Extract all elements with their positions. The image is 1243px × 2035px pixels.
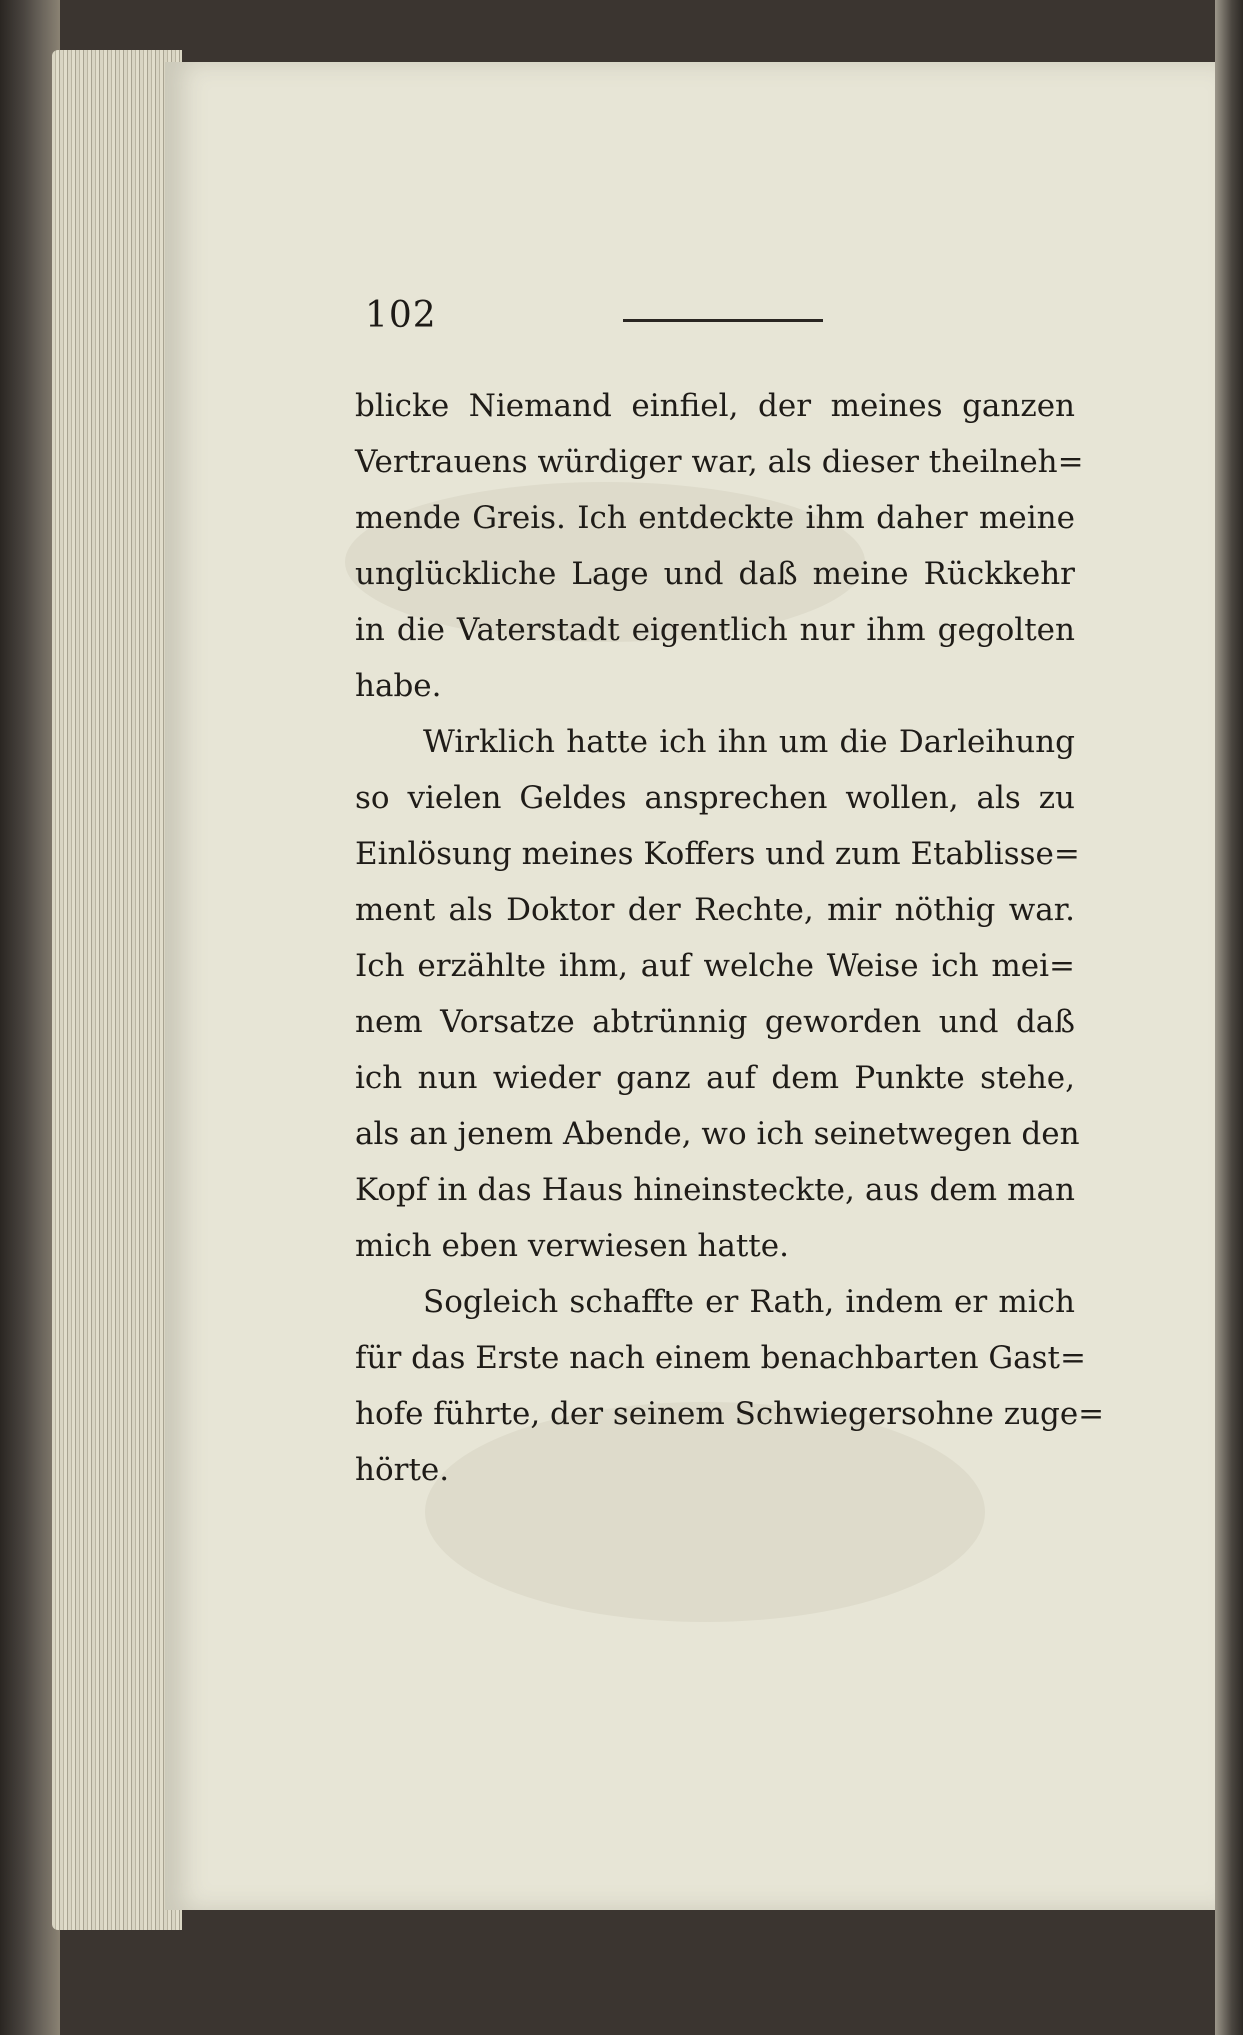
text-line: unglückliche Lage und daß meine Rückkehr: [355, 556, 1075, 592]
text-line: Sogleich schaffte er Rath, indem er mich: [423, 1284, 1075, 1320]
text-line: Vertrauens würdiger war, als dieser theilneh=: [355, 444, 1084, 480]
text-line: in die Vaterstadt eigentlich nur ihm gegolten: [355, 612, 1075, 648]
text-line: ich nun wieder ganz auf dem Punkte stehe,: [355, 1060, 1075, 1096]
page-number: 102: [365, 295, 437, 336]
text-line: so vielen Geldes ansprechen wollen, als zu: [355, 780, 1075, 816]
page-header: [365, 295, 835, 335]
text-line: Ich erzählte ihm, auf welche Weise ich mei=: [355, 948, 1075, 984]
text-line: ment als Doktor der Rechte, mir nöthig war.: [355, 892, 1075, 928]
header-rule: [623, 319, 823, 322]
body-text: [355, 378, 1105, 1498]
text-line: blicke Niemand einfiel, der meines ganzen: [355, 388, 1075, 424]
text-line: als an jenem Abende, wo ich seinetwegen den: [355, 1116, 1080, 1152]
text-line: mich eben verwiesen hatte.: [355, 1228, 789, 1264]
next-page-edge: [1215, 0, 1243, 2035]
text-line: hofe führte, der seinem Schwiegersohne zuge=: [355, 1396, 1105, 1432]
text-line: für das Erste nach einem benachbarten Gast=: [355, 1340, 1086, 1376]
book-cover-edge: [0, 0, 60, 2035]
page-edges: [52, 50, 182, 1930]
text-line: habe.: [355, 668, 442, 704]
text-line: hörte.: [355, 1452, 450, 1488]
text-line: Kopf in das Haus hineinsteckte, aus dem man: [355, 1172, 1075, 1208]
text-line: Wirklich hatte ich ihn um die Darleihung: [423, 724, 1075, 760]
text-line: Einlösung meines Koffers und zum Etablisse=: [355, 836, 1080, 872]
text-line: nem Vorsatze abtrünnig geworden und daß: [355, 1004, 1075, 1040]
text-line: mende Greis. Ich entdeckte ihm daher meine: [355, 500, 1075, 536]
